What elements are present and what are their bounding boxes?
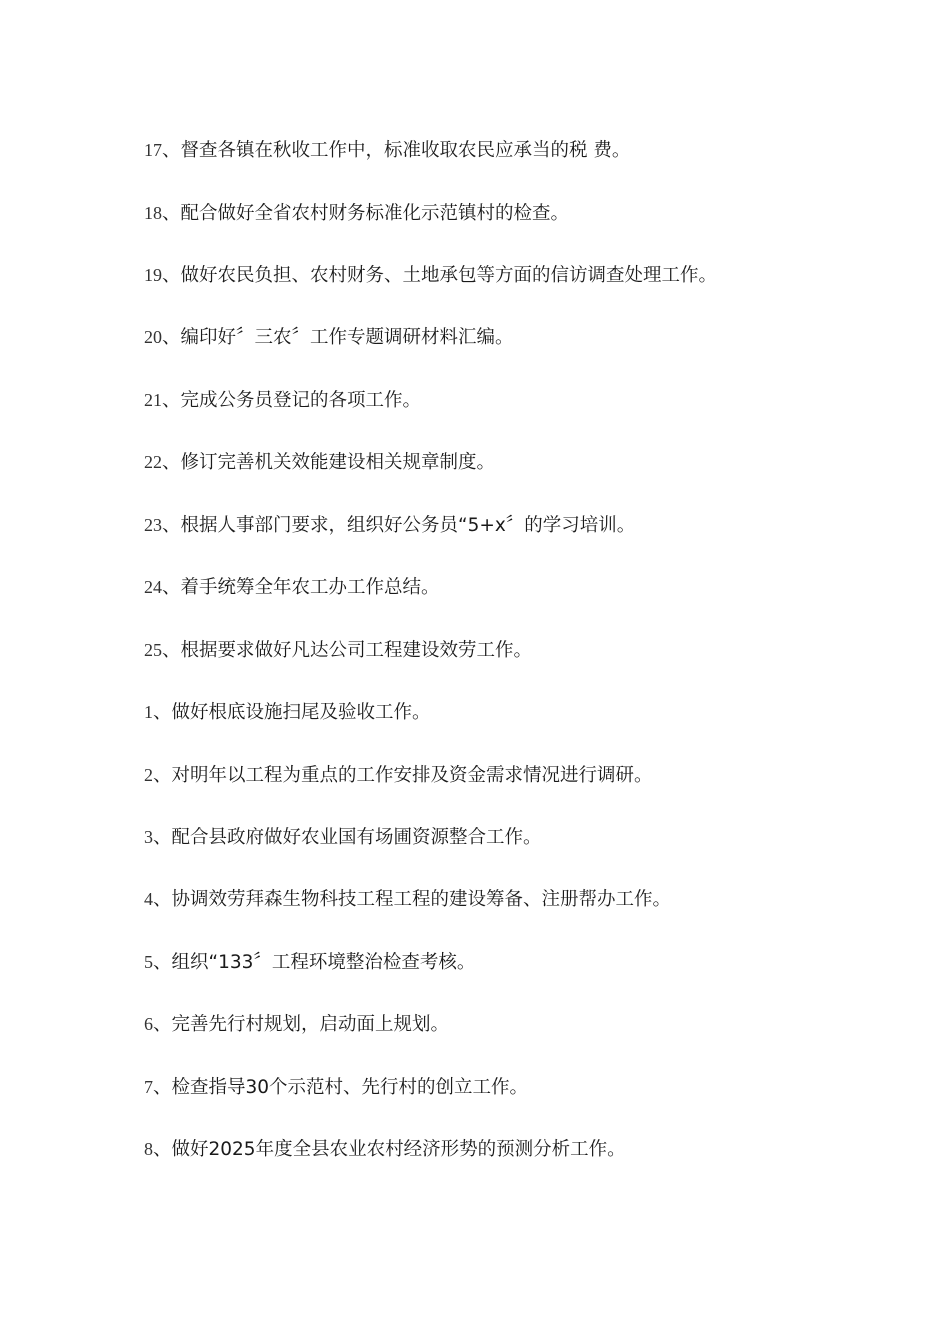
item-text: 、完善先行村规划，启动面上规划。 bbox=[153, 1014, 450, 1035]
item-text: 、修订完善机关效能建设相关规章制度。 bbox=[162, 452, 496, 473]
list-item bbox=[144, 135, 630, 165]
item-number: 19 bbox=[144, 265, 162, 285]
item-text: 、协调效劳拜森生物科技工程工程的建设筹备、注册帮办工作。 bbox=[153, 889, 672, 910]
list-item bbox=[144, 447, 495, 477]
item-text: 、着手统筹全年农工办工作总结。 bbox=[162, 577, 440, 598]
item-text: 、编印好〞三农〞工作专题调研材料汇编。 bbox=[162, 327, 514, 348]
item-number: 4 bbox=[144, 889, 153, 909]
item-number: 23 bbox=[144, 515, 162, 535]
list-item bbox=[144, 572, 440, 602]
list-item bbox=[144, 822, 542, 852]
list-item bbox=[144, 260, 717, 290]
list-item bbox=[144, 1072, 528, 1102]
item-text: 、做好2025年度全县农业农村经济形势的预测分析工作。 bbox=[153, 1139, 626, 1160]
list-item bbox=[144, 385, 421, 415]
item-number: 6 bbox=[144, 1014, 153, 1034]
list-item bbox=[144, 322, 514, 352]
item-number: 2 bbox=[144, 765, 153, 785]
item-text: 、根据人事部门要求，组织好公务员“5+x〞的学习培训。 bbox=[162, 515, 636, 536]
list-item bbox=[144, 635, 532, 665]
item-number: 22 bbox=[144, 452, 162, 472]
list-item bbox=[144, 198, 569, 228]
item-text: 、组织“133〞工程环境整治检查考核。 bbox=[153, 952, 476, 973]
item-number: 17 bbox=[144, 140, 162, 160]
list-item bbox=[144, 947, 475, 977]
item-number: 18 bbox=[144, 203, 162, 223]
list-item bbox=[144, 1134, 626, 1164]
item-text: 、完成公务员登记的各项工作。 bbox=[162, 390, 422, 411]
item-number: 3 bbox=[144, 827, 153, 847]
item-text: 、检查指导30个示范村、先行村的创立工作。 bbox=[153, 1077, 529, 1098]
item-text: 、对明年以工程为重点的工作安排及资金需求情况进行调研。 bbox=[153, 765, 653, 786]
item-number: 5 bbox=[144, 952, 153, 972]
item-text: 、做好根底设施扫尾及验收工作。 bbox=[153, 702, 431, 723]
list-item bbox=[144, 884, 671, 914]
list-item bbox=[144, 1009, 449, 1039]
item-text: 、根据要求做好凡达公司工程建设效劳工作。 bbox=[162, 640, 533, 661]
item-number: 20 bbox=[144, 327, 162, 347]
item-number: 8 bbox=[144, 1139, 153, 1159]
list-item bbox=[144, 510, 635, 540]
item-text: 、配合做好全省农村财务标准化示范镇村的检查。 bbox=[162, 203, 570, 224]
item-number: 7 bbox=[144, 1077, 153, 1097]
item-number: 21 bbox=[144, 390, 162, 410]
item-text: 、配合县政府做好农业国有场圃资源整合工作。 bbox=[153, 827, 542, 848]
item-text: 、督查各镇在秋收工作中，标准收取农民应承当的税 费。 bbox=[162, 140, 631, 161]
list-item bbox=[144, 760, 653, 790]
list-item bbox=[144, 697, 431, 727]
item-text: 、做好农民负担、农村财务、土地承包等方面的信访调查处理工作。 bbox=[162, 265, 718, 286]
item-number: 24 bbox=[144, 577, 162, 597]
item-number: 25 bbox=[144, 640, 162, 660]
item-number: 1 bbox=[144, 702, 153, 722]
